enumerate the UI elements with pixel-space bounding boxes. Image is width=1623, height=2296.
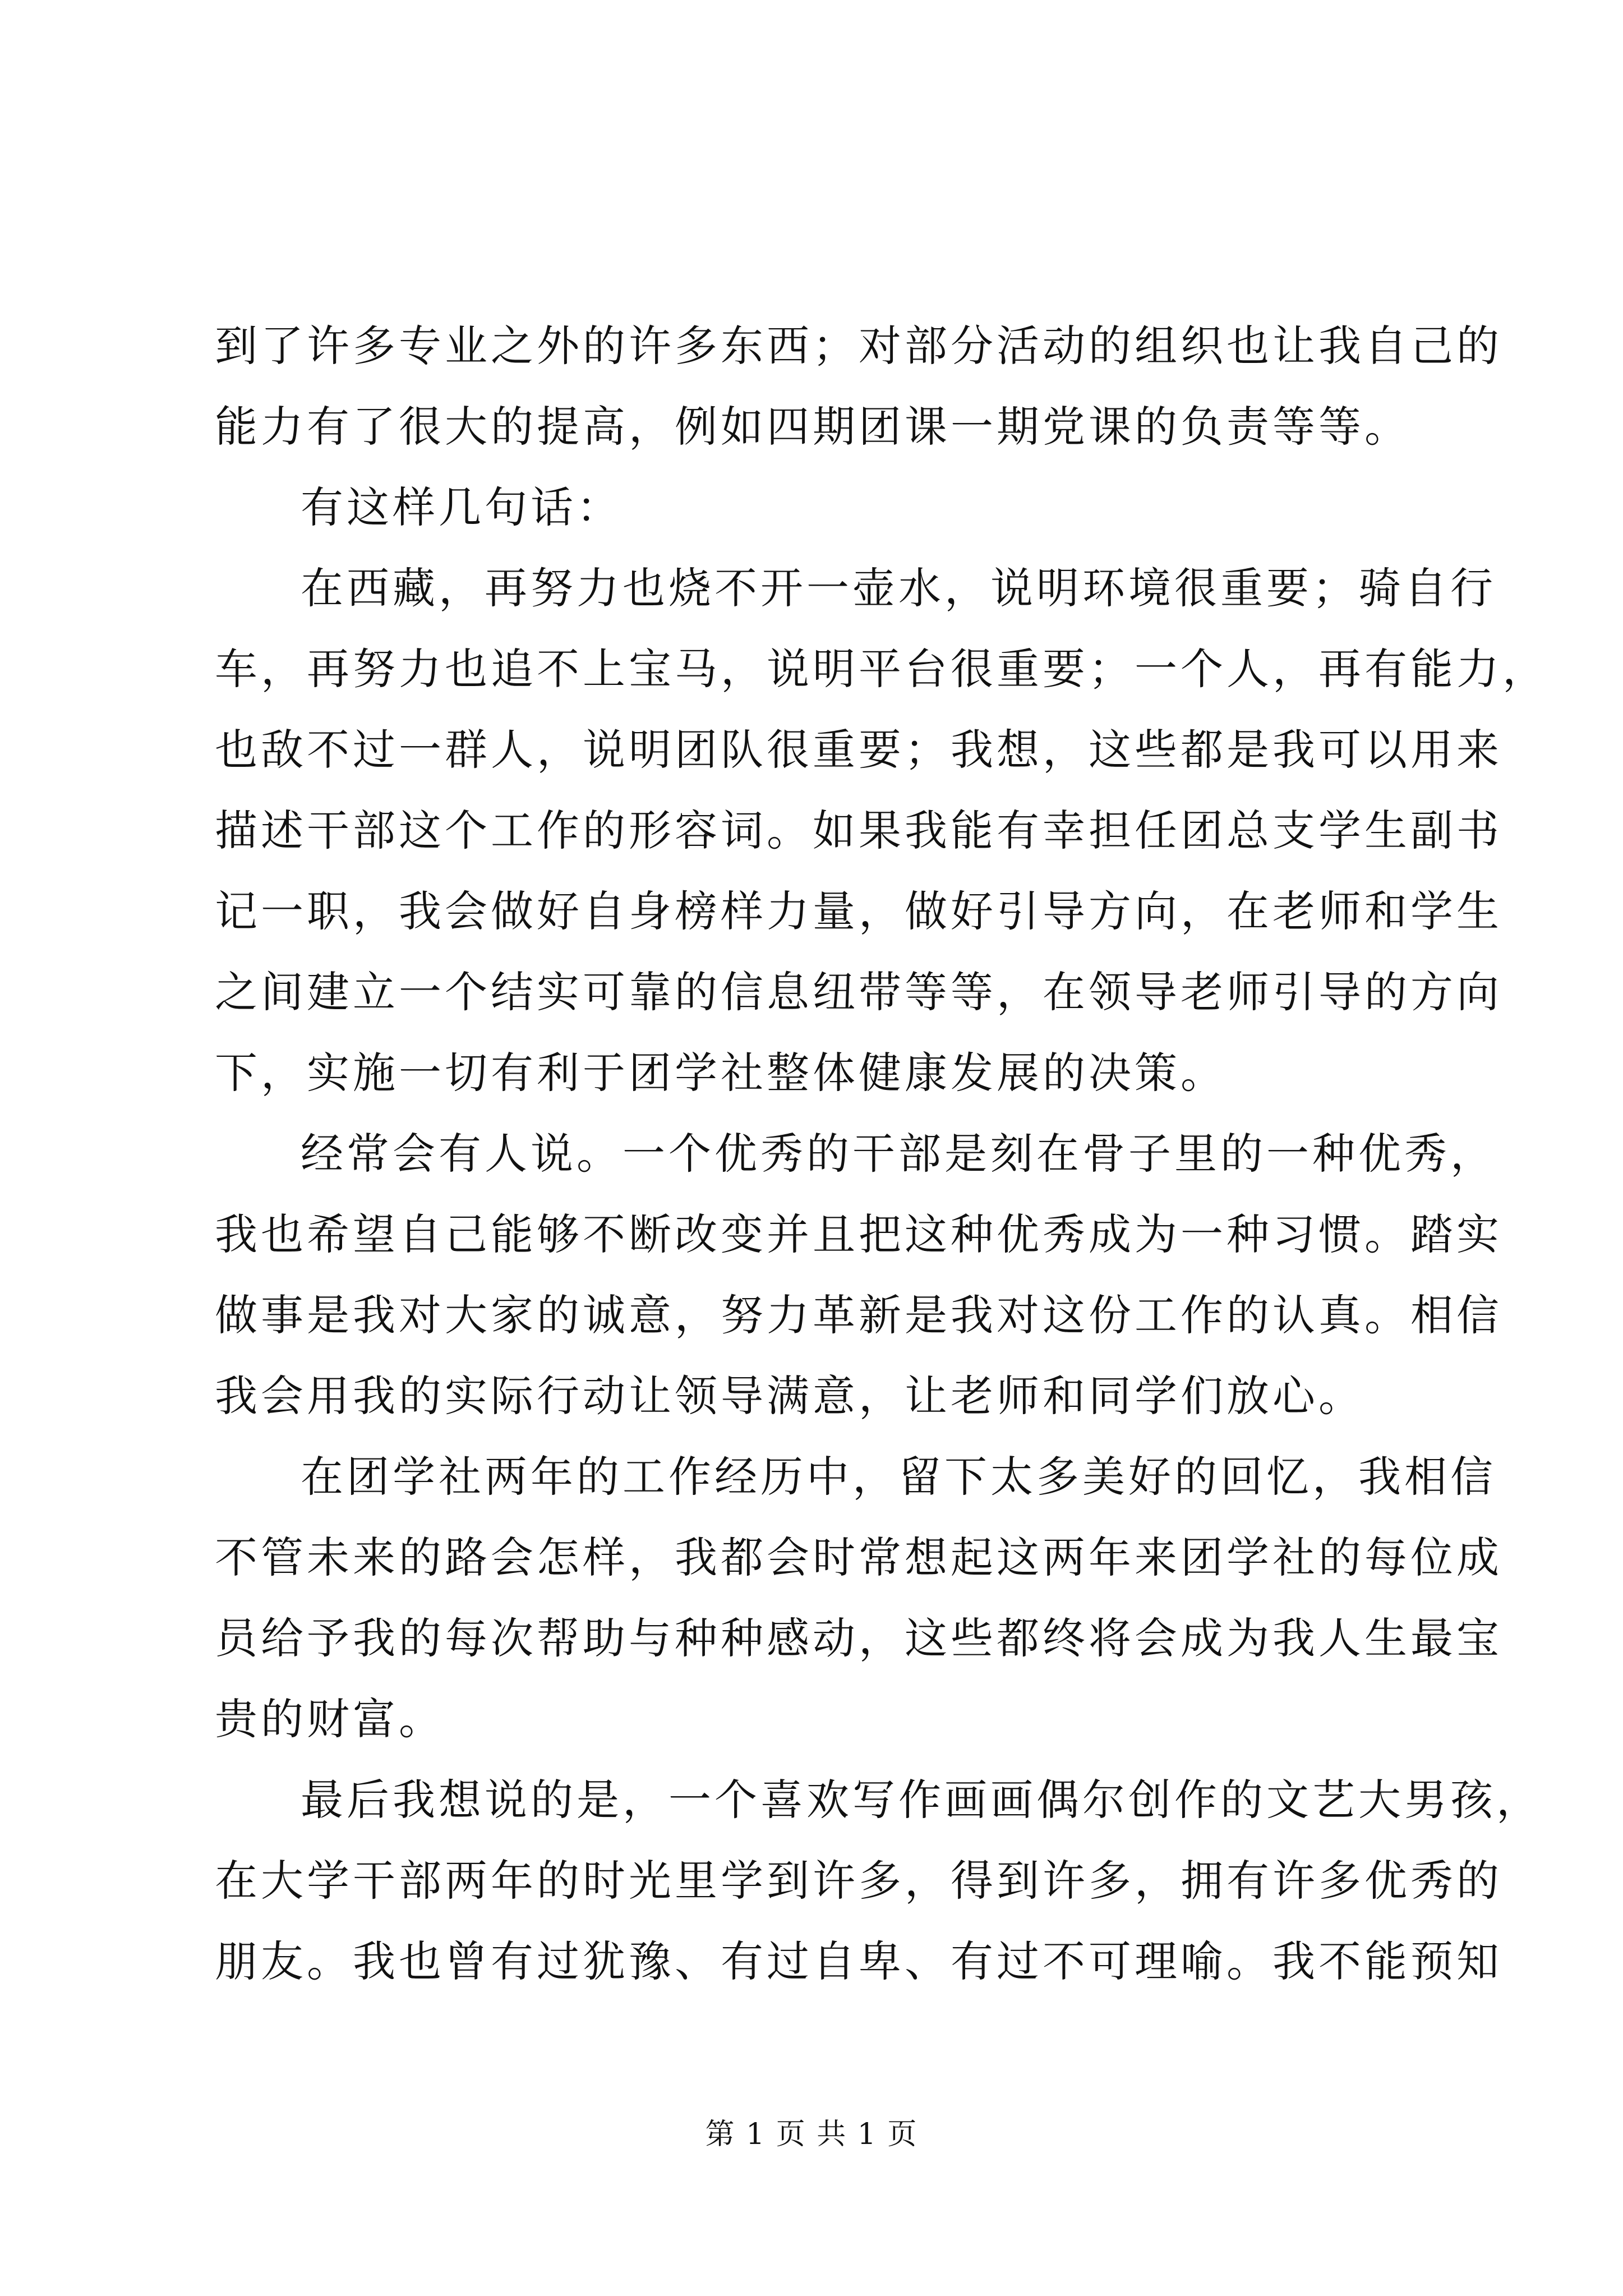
text-line: 能力有了很大的提高，例如四期团课一期党课的负责等等。 xyxy=(215,402,1410,452)
text-line: 在大学干部两年的时光里学到许多，得到许多，拥有许多优秀的 xyxy=(215,1856,1502,1906)
text-line: 记一职，我会做好自身榜样力量，做好引导方向，在老师和学生 xyxy=(215,886,1502,936)
text-line: 也敌不过一群人，说明团队很重要；我想，这些都是我可以用来 xyxy=(215,725,1502,775)
page-footer: 第 1 页 共 1 页 xyxy=(705,2118,918,2151)
text-line: 到了许多专业之外的许多东西；对部分活动的组织也让我自己的 xyxy=(215,321,1502,371)
text-line: 有这样几句话： xyxy=(301,482,623,532)
text-line: 下，实施一切有利于团学社整体健康发展的决策。 xyxy=(215,1048,1227,1098)
text-line: 在西藏，再努力也烧不开一壶水，说明环境很重要；骑自行 xyxy=(301,563,1496,613)
text-line: 描述干部这个工作的形容词。如果我能有幸担任团总支学生副书 xyxy=(215,806,1502,855)
text-line: 之间建立一个结实可靠的信息纽带等等，在领导老师引导的方向 xyxy=(215,967,1502,1017)
text-line: 最后我想说的是，一个喜欢写作画画偶尔创作的文艺大男孩， xyxy=(301,1775,1542,1825)
text-line: 车，再努力也追不上宝马，说明平台很重要；一个人，再有能力， xyxy=(215,644,1548,694)
text-line: 在团学社两年的工作经历中，留下太多美好的回忆，我相信 xyxy=(301,1452,1496,1502)
text-line: 员给予我的每次帮助与种种感动，这些都终将会成为我人生最宝 xyxy=(215,1613,1502,1663)
text-line: 我也希望自己能够不断改变并且把这种优秀成为一种习惯。踏实 xyxy=(215,1209,1502,1259)
text-line: 做事是我对大家的诚意，努力革新是我对这份工作的认真。相信 xyxy=(215,1290,1502,1340)
text-line: 朋友。我也曾有过犹豫、有过自卑、有过不可理喻。我不能预知 xyxy=(215,1936,1502,1986)
text-line: 贵的财富。 xyxy=(215,1694,445,1744)
text-line: 经常会有人说。一个优秀的干部是刻在骨子里的一种优秀， xyxy=(301,1129,1496,1179)
document-body xyxy=(215,306,1548,2002)
text-line: 我会用我的实际行动让领导满意，让老师和同学们放心。 xyxy=(215,1371,1364,1421)
text-line: 不管未来的路会怎样，我都会时常想起这两年来团学社的每位成 xyxy=(215,1533,1502,1582)
